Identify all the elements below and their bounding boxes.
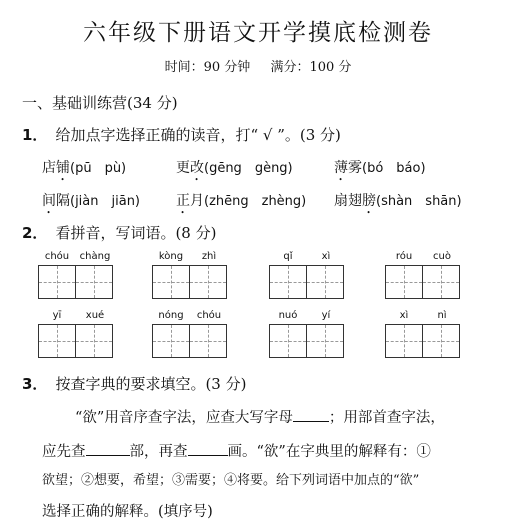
pinyin-word-grid [269,310,345,358]
writing-box[interactable] [75,324,113,358]
reading-item: 扇翅膀(shàn shān) [334,193,462,209]
pinyin-word-grid [38,310,114,358]
pinyin-label: qǐ [283,251,293,262]
pinyin-label: xué [85,310,105,321]
paragraph-line: 选择正确的解释。(填序号) [42,504,213,520]
writing-box[interactable] [385,324,423,358]
section-heading: 一、基础训练营(34 分) [22,94,178,112]
pinyin-word-grid [269,251,345,299]
writing-box[interactable] [385,265,423,299]
reading-item: 薄雾(bó báo) [334,160,426,176]
question-3 [22,373,246,394]
pinyin-label: chóu [44,251,70,262]
writing-box[interactable] [189,324,227,358]
paragraph-line: “欲”用音序查字法，应查大写字母 ；用部首查字法， [75,407,445,426]
pinyin-label: cuò [433,251,451,262]
question-text: 给加点字选择正确的读音，打“ √ ”。(3 分) [55,126,341,144]
exam-meta [0,56,516,75]
pinyin-label: chóu [196,310,222,321]
pinyin-options: (jiàn jiān) [70,194,141,209]
question-text: 按查字典的要求填空。(3 分) [55,375,247,393]
pinyin-label: xì [321,251,331,262]
pinyin-label: róu [395,251,413,262]
question-number: 3． [22,375,48,393]
pinyin-word-grid [152,310,228,358]
dotted-char: 薄 [334,160,348,176]
pinyin-label: nóng [158,310,184,321]
pinyin-options: (shàn shān) [376,194,462,209]
question-2 [22,222,216,243]
writing-box[interactable] [38,265,76,299]
question-number: 2． [22,224,48,242]
dotted-char: 间 [42,193,56,209]
writing-box[interactable] [306,265,344,299]
exam-score: 满分：100 分 [270,60,352,75]
writing-box[interactable] [75,265,113,299]
pinyin-label: nì [437,310,447,321]
question-number: 1． [22,126,48,144]
writing-box[interactable] [306,324,344,358]
pinyin-options: (pū pù) [70,161,127,176]
question-text: 看拼音，写词语。(8 分) [55,224,217,242]
pinyin-word-grid [38,251,114,299]
answer-blank[interactable] [86,441,130,456]
pinyin-label: yī [52,310,62,321]
pinyin-label: kòng [158,251,184,262]
writing-box[interactable] [189,265,227,299]
pinyin-label: yí [321,310,331,321]
pinyin-options: (zhēng zhèng) [204,194,307,209]
reading-item: 正月(zhēng zhèng) [176,193,307,209]
page-title: 六年级下册语文开学摸底检测卷 [83,20,433,46]
pinyin-word-grid [152,251,228,299]
answer-blank[interactable] [293,407,329,422]
writing-box[interactable] [269,324,307,358]
pinyin-options: (bó báo) [362,161,426,176]
writing-box[interactable] [422,265,460,299]
pinyin-word-grid [385,310,461,358]
dotted-char: 正 [176,193,190,209]
writing-box[interactable] [38,324,76,358]
reading-item: 间隔(jiàn jiān) [42,193,141,209]
paragraph-line: 应先查 部，再查 画。“欲”在字典里的解释有：① [42,441,431,460]
writing-box[interactable] [422,324,460,358]
pinyin-label: nuó [278,310,298,321]
exam-time: 时间：90 分钟 [164,60,251,75]
dotted-char: 改 [190,160,204,176]
dotted-char: 膀 [362,193,376,209]
pinyin-options: (gēng gèng) [204,161,293,176]
answer-blank[interactable] [188,441,228,456]
question-1 [22,124,341,145]
dotted-char: 铺 [56,160,70,176]
paragraph-line: 欲望；②想要，希望；③需要；④将要。给下列词语中加点的“欲” [42,473,420,488]
pinyin-label: xì [399,310,409,321]
writing-box[interactable] [152,324,190,358]
reading-item: 店铺(pū pù) [42,160,127,176]
reading-item: 更改(gēng gèng) [176,160,293,176]
writing-box[interactable] [152,265,190,299]
pinyin-word-grid [385,251,461,299]
writing-box[interactable] [269,265,307,299]
pinyin-label: chàng [79,251,111,262]
pinyin-label: zhì [201,251,217,262]
